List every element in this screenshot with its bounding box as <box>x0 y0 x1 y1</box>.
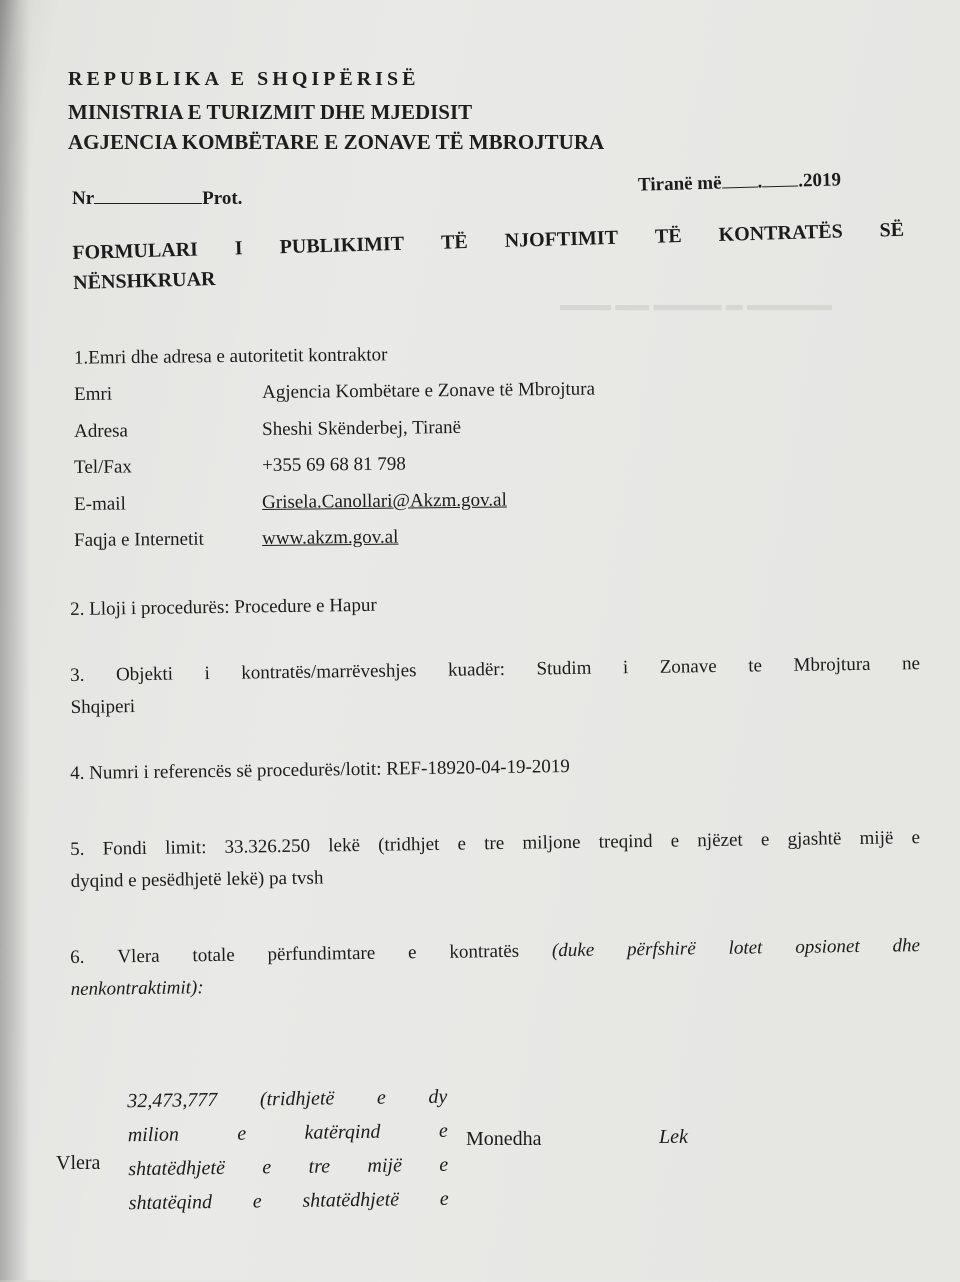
field-label: Adresa <box>74 420 129 442</box>
text-word: 5. <box>70 838 85 860</box>
field-value: Agjencia Kombëtare e Zonave të Mbrojtura <box>261 378 596 404</box>
text-word: e <box>760 829 770 851</box>
text-word: (tridhjet <box>378 833 440 856</box>
text-word: katërqind <box>304 1120 381 1144</box>
agency-heading: AGJENCIA KOMBËTARE E ZONAVE TË MBROJTURA <box>68 130 605 154</box>
text-word: e <box>252 1190 262 1213</box>
text-word: tre <box>484 832 505 855</box>
field-row-website <box>74 524 634 551</box>
text-word: përfshirë <box>626 938 696 961</box>
text-word: (duke <box>551 939 595 962</box>
text-word: mijë <box>859 827 894 849</box>
text-word: e <box>407 942 417 964</box>
text-word: Fondi <box>102 837 148 860</box>
section-6-total-value <box>70 930 921 1006</box>
text-word: shtatëqind <box>128 1191 213 1215</box>
title-word: NJOFTIMIT <box>504 226 619 252</box>
document-date: Tiranë më . .2019 <box>637 169 842 196</box>
text-word: 3. <box>70 664 85 686</box>
monedha-label: Monedha <box>466 1128 542 1150</box>
currency-value: Lek <box>659 1126 688 1148</box>
vlera-line <box>128 1148 448 1186</box>
text-word: përfundimtare <box>267 942 376 966</box>
form-title <box>72 215 905 298</box>
text-word: e <box>376 1086 386 1109</box>
field-value: +355 69 68 81 798 <box>261 453 406 477</box>
field-row-email <box>74 488 634 515</box>
text-word: Vlera <box>117 945 160 968</box>
text-word: totale <box>192 944 235 967</box>
section-1-heading: 1.Emri dhe adresa e autoritetit kontraktor <box>73 344 388 369</box>
text-word: milion <box>127 1123 180 1147</box>
text-word: i <box>622 657 629 679</box>
date-day-blank <box>721 173 757 189</box>
text-word: e <box>911 827 921 849</box>
text-word: shtatëdhjetë <box>302 1188 400 1212</box>
text-word: Mbrojtura <box>793 653 871 676</box>
value-table <box>56 1082 936 1282</box>
text-word: dhe <box>892 935 921 957</box>
text-word: kuadër: <box>447 658 506 681</box>
text-word: te <box>748 655 763 677</box>
vlera-line <box>128 1114 448 1152</box>
text-word: Studim <box>536 657 592 680</box>
title-word: TË <box>654 224 682 248</box>
text-word: Objekti <box>115 663 174 686</box>
text-word: ne <box>901 653 921 675</box>
field-label: E-mail <box>74 493 126 515</box>
title-word: PUBLIKIMIT <box>279 232 405 259</box>
bleed-through-marks: ▬▬▬ ▬▬ ▬▬▬▬ ▬ ▬▬▬▬▬ <box>560 301 832 320</box>
text-word: gjashtë <box>787 828 842 850</box>
field-label: Faqja e Internetit <box>74 528 204 551</box>
form-title-line-2: NËNSHKRUAR <box>72 268 216 294</box>
text-word: tre <box>308 1155 331 1178</box>
field-row-phone <box>74 451 634 478</box>
field-row-address <box>74 415 634 442</box>
text-word: miljone <box>522 831 581 854</box>
vlera-label: Vlera <box>56 1152 101 1174</box>
text-word: 6. <box>70 946 85 968</box>
field-label: Emri <box>74 383 113 405</box>
section-3-contract-object <box>70 648 921 724</box>
protocol-number: Nr Prot. <box>72 188 243 209</box>
vlera-line <box>128 1182 448 1220</box>
text-word: Zonave <box>659 655 717 678</box>
field-value: Sheshi Skënderbej, Tiranë <box>261 416 462 441</box>
date-month-blank <box>762 171 798 187</box>
section-2-procedure-type: 2. Lloji i procedurës: Procedure e Hapur <box>70 594 377 620</box>
field-label: Tel/Fax <box>74 456 132 478</box>
text-word: e <box>670 830 680 852</box>
text-word: 33.326.250 <box>224 835 311 858</box>
text-word: opsionet <box>795 935 860 958</box>
text-word: e <box>262 1156 272 1179</box>
title-word: I <box>234 237 243 260</box>
text-word: limit: <box>165 837 207 859</box>
text-word: njëzet <box>697 829 743 852</box>
text-word: dy <box>428 1085 448 1109</box>
text-word: (tridhjetë <box>259 1087 335 1111</box>
section-5-fund-limit <box>70 822 921 898</box>
text-word: e <box>237 1122 247 1145</box>
text-word: lotet <box>728 937 763 959</box>
website-link[interactable]: www.akzm.gov.al <box>261 526 399 550</box>
republic-heading: REPUBLIKA E SHQIPËRISË <box>68 68 420 90</box>
title-word: KONTRATËS <box>718 220 843 246</box>
title-word: FORMULARI <box>72 238 199 264</box>
text-word: lekë <box>328 834 361 857</box>
text-word: kontratës/marrëveshjes <box>241 660 417 684</box>
text-word: e <box>438 1119 448 1142</box>
protocol-number-blank <box>94 189 202 204</box>
ministry-heading: MINISTRIA E TURIZMIT DHE MJEDISIT <box>68 100 473 124</box>
vlera-line <box>127 1080 447 1118</box>
section-4-reference-number: 4. Numri i referencës së procedurës/lotit: REF-18920-04-19-2019 <box>70 756 571 784</box>
field-row-name <box>74 378 634 405</box>
text-word: e <box>457 833 467 855</box>
title-word: SË <box>879 218 905 242</box>
section-5-line-2: dyqind e pesëdhjetë lekë) pa tvsh <box>70 867 324 892</box>
vlera-amount-in-words <box>127 1080 449 1220</box>
text-word: kontratës <box>449 940 520 963</box>
text-word: mijë <box>367 1154 403 1177</box>
text-word: treqind <box>598 830 653 853</box>
text-word: e <box>439 1153 449 1176</box>
section-3-line-2: Shqiperi <box>70 696 136 718</box>
title-word: TË <box>440 230 469 254</box>
text-word: i <box>204 663 210 685</box>
email-link[interactable]: Grisela.Canollari@Akzm.gov.al <box>261 489 507 514</box>
text-word: 32,473,777 <box>127 1088 218 1113</box>
text-word: e <box>439 1187 449 1210</box>
section-6-line-2: nenkontraktimit): <box>70 977 204 1000</box>
text-word: shtatëdhjetë <box>128 1156 226 1181</box>
